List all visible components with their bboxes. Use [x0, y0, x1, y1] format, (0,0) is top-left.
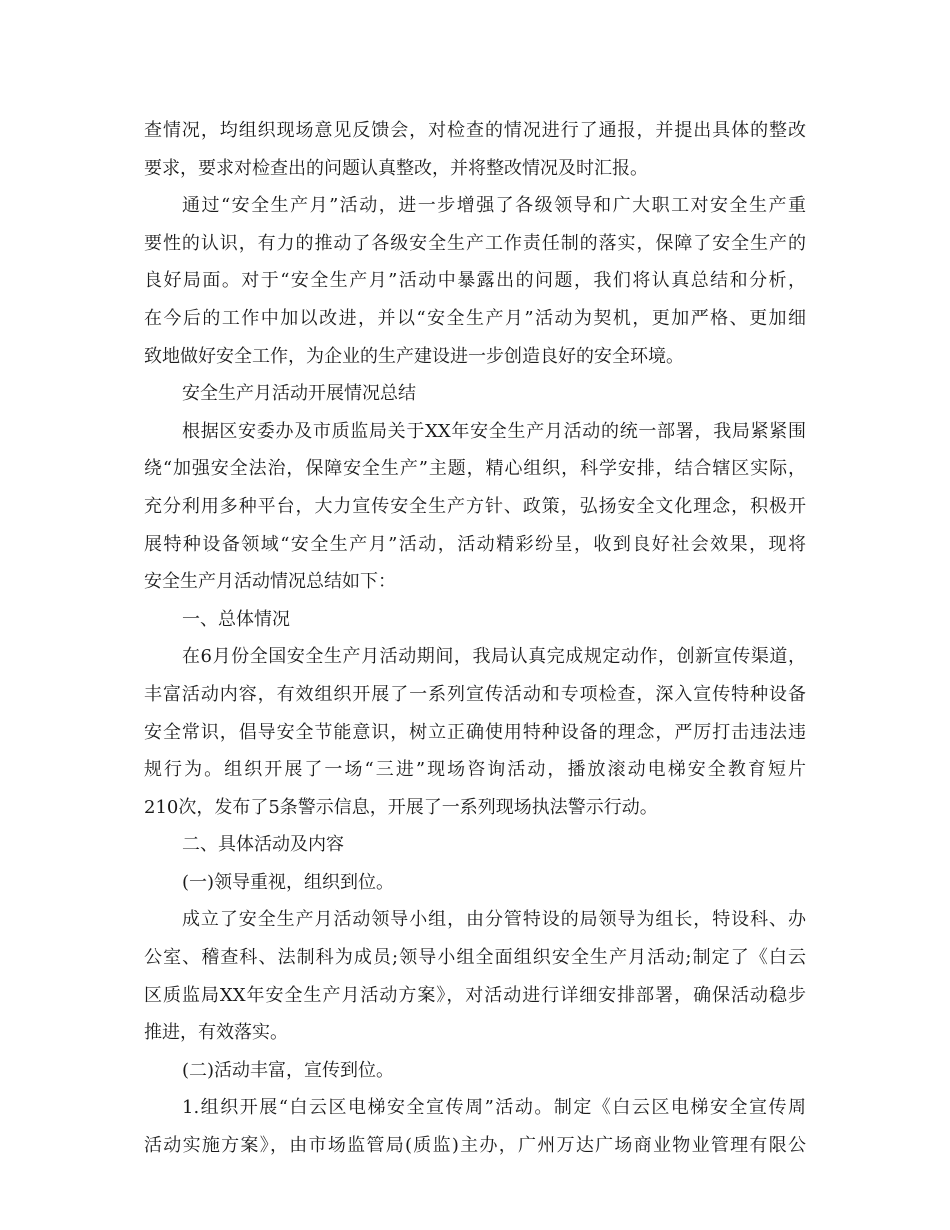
text-line: 公室、稽查科、法制科为成员;领导小组全面组织安全生产月活动;制定了《白云: [144, 947, 806, 969]
text-line: 良好局面。对于“安全生产月”活动中暴露出的问题，我们将认真总结和分析，: [144, 270, 806, 292]
text-line: 安全生产月活动情况总结如下：: [144, 571, 396, 593]
text-line: 根据区安委办及市质监局关于XX年安全生产月活动的统一部署，我局紧紧围: [182, 420, 806, 442]
text-line: 二、具体活动及内容: [182, 834, 344, 856]
text-line: 安全常识，倡导安全节能意识，树立正确使用特种设备的理念，严厉打击违法违: [144, 721, 806, 743]
text-line: 致地做好安全工作，为企业的生产建设进一步创造良好的安全环境。: [144, 345, 684, 367]
text-line: 在6月份全国安全生产月活动期间，我局认真完成规定动作，创新宣传渠道，: [182, 646, 806, 668]
text-line: 推进，有效落实。: [144, 1022, 288, 1044]
text-line: 通过“安全生产月”活动，进一步增强了各级领导和广大职工对安全生产重: [182, 195, 806, 217]
text-line: 充分利用多种平台，大力宣传安全生产方针、政策，弘扬安全文化理念，积极开: [144, 495, 806, 517]
text-line: 活动实施方案》，由市场监管局(质监)主办，广州万达广场商业物业管理有限公: [144, 1135, 806, 1157]
text-line: 在今后的工作中加以改进，并以“安全生产月”活动为契机，更加严格、更加细: [144, 307, 806, 329]
text-line: 210次，发布了5条警示信息，开展了一系列现场执法警示行动。: [144, 796, 658, 818]
text-line: 1.组织开展“白云区电梯安全宣传周”活动。制定《白云区电梯安全宣传周: [182, 1097, 806, 1119]
text-line: 安全生产月活动开展情况总结: [182, 383, 416, 405]
text-line: (一)领导重视，组织到位。: [182, 871, 395, 893]
text-line: 丰富活动内容，有效组织开展了一系列宣传活动和专项检查，深入宣传特种设备: [144, 683, 806, 705]
text-line: 展特种设备领域“安全生产月”活动，活动精彩纷呈，收到良好社会效果，现将: [144, 533, 806, 555]
document-page: [144, 112, 806, 1165]
text-line: 一、总体情况: [182, 608, 290, 630]
text-line: 区质监局XX年安全生产月活动方案》，对活动进行详细安排部署，确保活动稳步: [144, 984, 806, 1006]
text-line: 查情况，均组织现场意见反馈会，对检查的情况进行了通报，并提出具体的整改: [144, 120, 806, 141]
text-line: 绕“加强安全法治，保障安全生产”主题，精心组织，科学安排，结合辖区实际，: [144, 458, 806, 480]
text-line: 要求，要求对检查出的问题认真整改，并将整改情况及时汇报。: [144, 157, 648, 179]
text-line: 要性的认识，有力的推动了各级安全生产工作责任制的落实，保障了安全生产的: [144, 232, 806, 254]
text-line: 规行为。组织开展了一场“三进”现场咨询活动，播放滚动电梯安全教育短片: [144, 759, 806, 781]
text-line: (二)活动丰富，宣传到位。: [182, 1059, 395, 1081]
text-line: 成立了安全生产月活动领导小组，由分管特设的局领导为组长，特设科、办: [182, 909, 806, 931]
